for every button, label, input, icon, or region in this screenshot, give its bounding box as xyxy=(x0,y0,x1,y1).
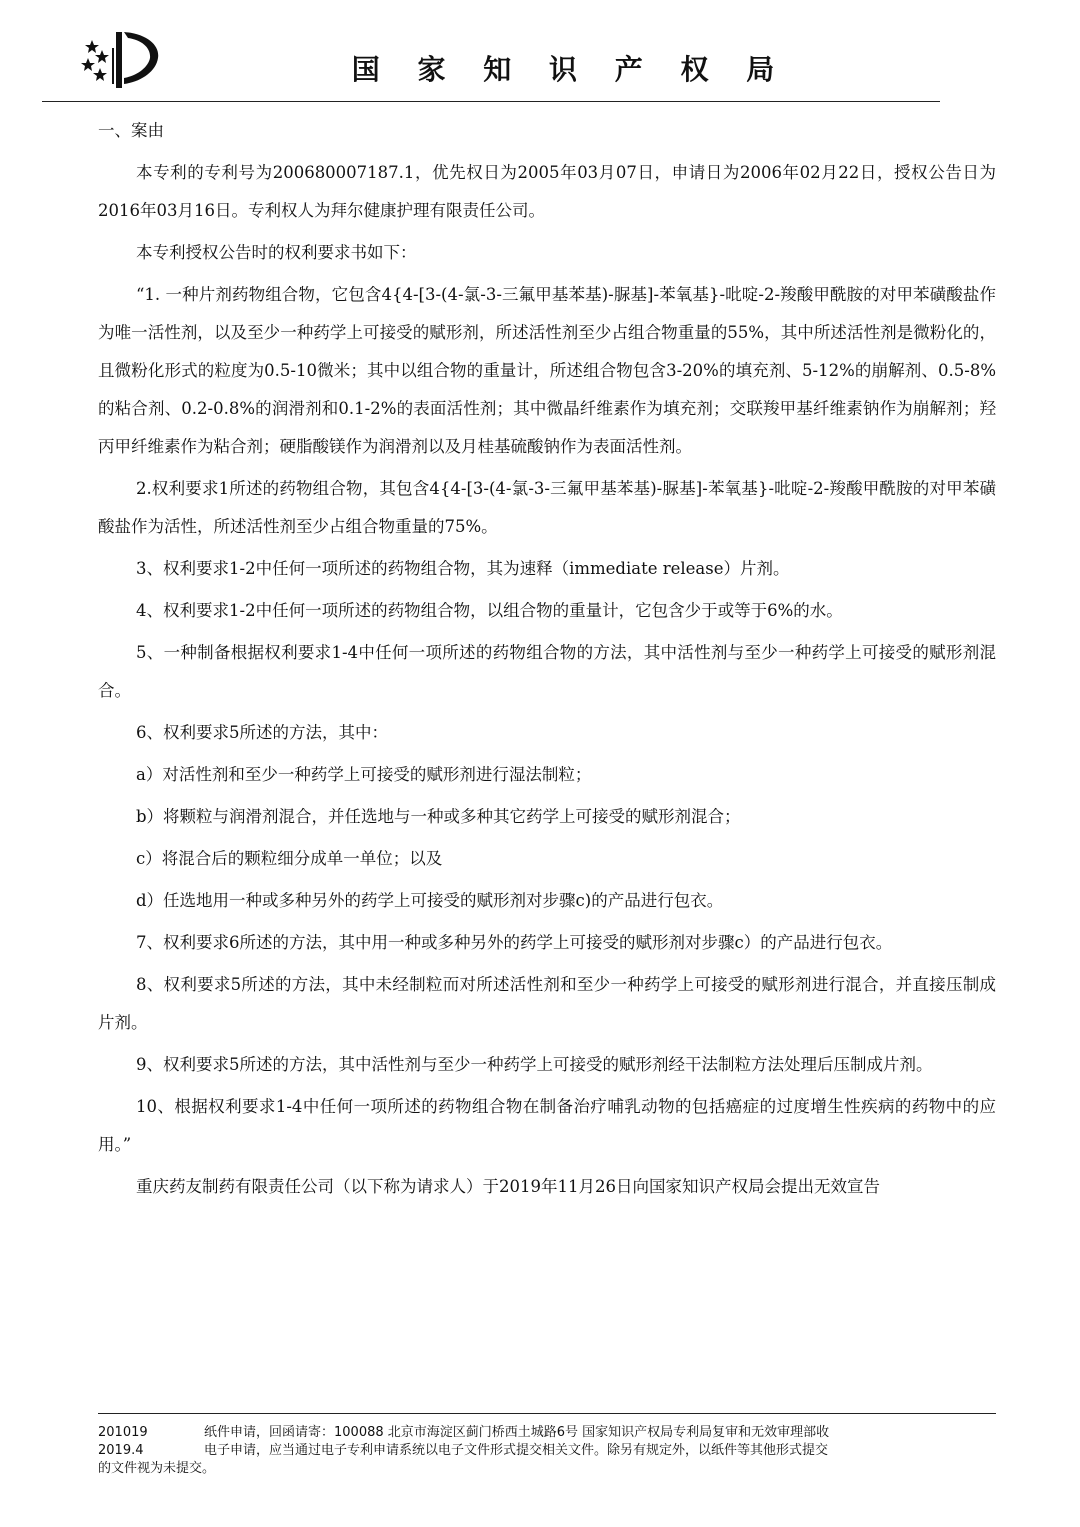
paragraph-requester: 重庆药友制药有限责任公司（以下称为请求人）于2019年11月26日向国家知识产权局会提出无效宣告 xyxy=(136,1177,880,1196)
page-footer xyxy=(98,1424,998,1478)
footer-line-3: 的文件视为未提交。 xyxy=(98,1461,216,1476)
footer-rule xyxy=(98,1413,996,1414)
header-rule xyxy=(42,101,940,102)
footer-line-2: 电子申请，应当通过电子专利申请系统以电子文件形式提交相关文件。除另有规定外，以纸件等其他形式提交 xyxy=(204,1443,829,1458)
claim-6-step-a: a）对活性剂和至少一种药学上可接受的赋形剂进行湿法制粒； xyxy=(136,765,592,784)
claim-8: 8、权利要求5所述的方法，其中未经制粒而对所述活性剂和至少一种药学上可接受的赋形剂进行混合，并直接压制成片剂。 xyxy=(98,975,996,1032)
agency-name: 国 家 知 识 产 权 局 xyxy=(351,53,789,86)
claim-6-step-b: b）将颗粒与润滑剂混合，并任选地与一种或多种其它药学上可接受的赋形剂混合； xyxy=(136,807,741,826)
section-heading: 一、案由 xyxy=(98,121,164,140)
paragraph-patent-info: 本专利的专利号为200680007187.1，优先权日为2005年03月07日，申请日为2006年02月22日，授权公告日为2016年03月16日。专利权人为拜尔健康护理有限责任公司。 xyxy=(98,163,996,220)
page-header xyxy=(0,0,1080,110)
claim-5: 5、一种制备根据权利要求1-4中任何一项所述的药物组合物的方法，其中活性剂与至少一种药学上可接受的赋形剂混合。 xyxy=(98,643,996,700)
claim-2: 2.权利要求1所述的药物组合物，其包含4{4-[3-(4-氯-3-三氟甲基苯基)-脲基]-苯氧基}-吡啶-2-羧酸甲酰胺的对甲苯磺酸盐作为活性，所述活性剂至少占组合物重量的75%。 xyxy=(98,479,996,536)
claim-6: 6、权利要求5所述的方法，其中： xyxy=(136,723,388,742)
document-body xyxy=(98,112,996,1210)
claim-1: “1. 一种片剂药物组合物，它包含4{4-[3-(4-氯-3-三氟甲基苯基)-脲基]-苯氧基}-吡啶-2-羧酸甲酰胺的对甲苯磺酸盐作为唯一活性剂，以及至少一种药学上可接受的赋形剂，所述活性剂至少占组合物重量的55%，其中所述活性剂是微粉化的，且微粉化形式的粒度为0.5-10微米；其中以组合物的重量计，所述组合物包含3-20%的填充剂、5-12%的崩解剂、0.5-8%的粘合剂、0.2-0.8%的润滑剂和0.1-2%的表面活性剂；其中微晶纤维素作为填充剂；交联羧甲基纤维素钠作为崩解剂；羟丙甲纤维素作为粘合剂；硬脂酸镁作为润滑剂以及月桂基硫酸钠作为表面活性剂。 xyxy=(98,285,997,456)
claim-7: 7、权利要求6所述的方法，其中用一种或多种另外的药学上可接受的赋形剂对步骤c）的产品进行包衣。 xyxy=(136,933,893,952)
paragraph-claims-intro: 本专利授权公告时的权利要求书如下： xyxy=(136,243,417,262)
form-code: 201019 xyxy=(98,1425,148,1440)
claim-6-step-d: d）任选地用一种或多种另外的药学上可接受的赋形剂对步骤c)的产品进行包衣。 xyxy=(136,891,724,910)
claim-3: 3、权利要求1-2中任何一项所述的药物组合物，其为速释（immediate release）片剂。 xyxy=(136,559,790,578)
claim-4: 4、权利要求1-2中任何一项所述的药物组合物，以组合物的重量计，它包含少于或等于6%的水。 xyxy=(136,601,843,620)
form-date: 2019.4 xyxy=(98,1443,144,1458)
claim-6-step-c: c）将混合后的颗粒细分成单一单位；以及 xyxy=(136,849,443,868)
claim-9: 9、权利要求5所述的方法，其中活性剂与至少一种药学上可接受的赋形剂经干法制粒方法处理后压制成片剂。 xyxy=(136,1055,933,1074)
footer-line-1: 纸件申请，回函请寄：100088 北京市海淀区蓟门桥西土城路6号 国家知识产权局专利局复审和无效审理部收 xyxy=(204,1425,830,1440)
claim-10: 10、根据权利要求1-4中任何一项所述的药物组合物在制备治疗哺乳动物的包括癌症的过度增生性疾病的药物中的应用。” xyxy=(98,1097,996,1154)
